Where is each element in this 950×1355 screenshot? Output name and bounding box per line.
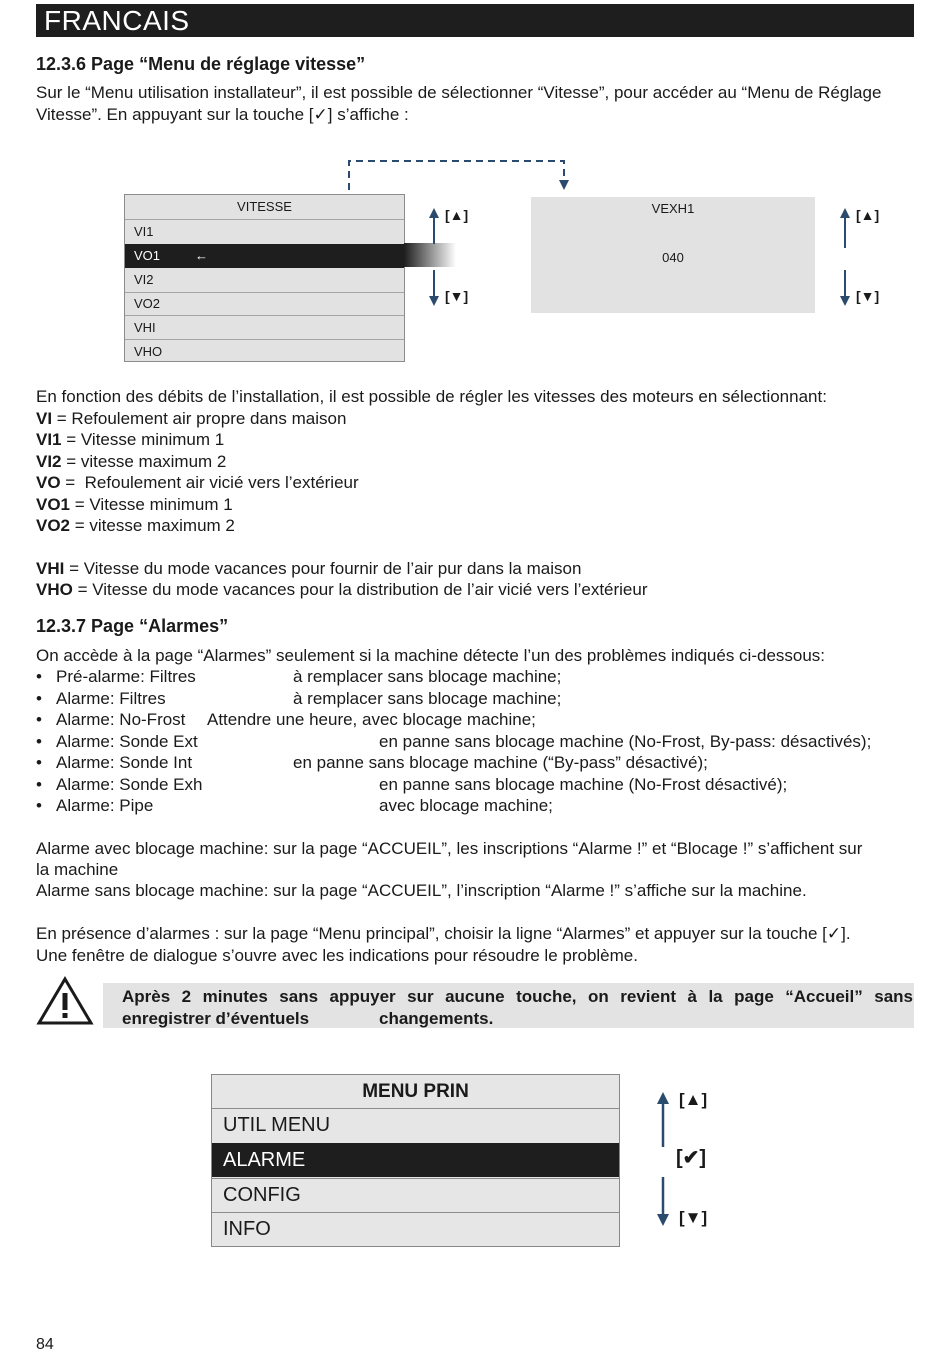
warning-line2: enregistrer d’éventuels changements. xyxy=(122,1008,494,1028)
warning-line1: Après 2 minutes sans appuyer sur aucune touche, on revient à la page “Accueil” sans xyxy=(122,987,913,1006)
vitesse-row-vi2[interactable] xyxy=(125,268,404,292)
alarm-blocage-line2: la machine xyxy=(36,860,119,879)
row-label: VI1 xyxy=(134,224,154,239)
row-label: VHO xyxy=(134,344,163,359)
desc-item: VI1 = Vitesse minimum 1 xyxy=(36,430,225,449)
alarmes-intro: On accède à la page “Alarmes” seulement si la machine détecte l’un des problèmes indiqués ci-dessous: xyxy=(36,646,826,665)
vitesse-screen-title: VITESSE xyxy=(237,199,292,214)
menu-prin-screen xyxy=(211,1074,620,1247)
desc-item: VI2 = vitesse maximum 2 xyxy=(36,452,227,471)
desc-item: VHO = Vitesse du mode vacances pour la distribution de l’air vicié vers l’extérieur xyxy=(36,580,648,599)
row-label: VHI xyxy=(134,320,156,335)
key-down-label[interactable]: [▼] xyxy=(679,1208,708,1227)
vitesse-screen xyxy=(124,194,405,362)
row-label: VO1 xyxy=(134,248,161,263)
key-up-label[interactable]: [▲] xyxy=(679,1090,708,1109)
key-ok-label[interactable]: [✔] xyxy=(676,1147,707,1169)
key-up-label[interactable]: [▲] xyxy=(856,207,880,223)
vexh1-screen-title: VEXH1 xyxy=(651,201,695,216)
up-down-arrows-icon xyxy=(839,208,851,308)
key-up-label[interactable]: [▲] xyxy=(445,207,469,223)
menu-item-util-menu[interactable]: UTIL MENU xyxy=(212,1108,619,1142)
menu-item-alarme-selected[interactable]: ALARME xyxy=(212,1143,619,1177)
key-down-label[interactable]: [▼] xyxy=(856,288,880,304)
alarm-presence-line2: Une fenêtre de dialogue s’ouvre avec les indications pour résoudre le problème. xyxy=(36,946,638,965)
vexh1-screen xyxy=(531,197,815,313)
header-title: FRANCAIS xyxy=(44,5,190,36)
alarm-sans-blocage: Alarme sans blocage machine: sur la page “ACCUEIL”, l’inscription “Alarme !” s’affiche sur la machine. xyxy=(36,881,807,900)
desc-item: VI = Refoulement air propre dans maison xyxy=(36,409,347,428)
warning-icon xyxy=(36,976,94,1026)
left-arrow-icon: ← xyxy=(195,248,208,263)
intro-line-2: Vitesse”. En appuyant sur la touche [✓] s’affiche : xyxy=(36,105,409,124)
vitesse-row-vhi[interactable] xyxy=(125,315,404,339)
desc-item: VO2 = vitesse maximum 2 xyxy=(36,516,235,535)
row-label: VO2 xyxy=(134,296,161,311)
vitesse-row-vo1-selected[interactable] xyxy=(125,244,404,268)
alarm-presence-line1: En présence d’alarmes : sur la page “Menu principal”, choisir la ligne “Alarmes” et appuyer sur la touche [✓]. xyxy=(36,924,851,943)
alarm-blocage-line1: Alarme avec blocage machine: sur la page “ACCUEIL”, les inscriptions “Alarme !” et “Blocage !” s’affichent sur xyxy=(36,839,863,858)
row-label: VI2 xyxy=(134,272,154,287)
page-number: 84 xyxy=(36,1336,54,1353)
vexh1-value[interactable]: 040 xyxy=(662,250,684,265)
section-heading-alarmes: 12.3.7 Page “Alarmes” xyxy=(36,616,229,636)
up-down-arrows-icon xyxy=(428,208,440,308)
section-heading-vitesse: 12.3.6 Page “Menu de réglage vitesse” xyxy=(36,54,366,74)
desc-intro: En fonction des débits de l’installation, il est possible de régler les vitesses des moteurs en sélectionnant: xyxy=(36,387,827,406)
menu-prin-title: MENU PRIN xyxy=(362,1081,469,1102)
menu-item-info[interactable]: INFO xyxy=(212,1212,619,1246)
dashed-connector xyxy=(340,150,580,195)
warning-text xyxy=(122,986,913,1029)
menu-item-config[interactable]: CONFIG xyxy=(212,1178,619,1212)
vitesse-row-vho[interactable] xyxy=(125,339,404,361)
desc-item: VO = Refoulement air vicié vers l’extérieur xyxy=(36,473,359,492)
desc-item: VHI = Vitesse du mode vacances pour fournir de l’air pur dans la maison xyxy=(36,559,582,578)
desc-item: VO1 = Vitesse minimum 1 xyxy=(36,495,233,514)
intro-line-1: Sur le “Menu utilisation installateur”, il est possible de sélectionner “Vitesse”, pour accéder au “Menu de Réglage xyxy=(36,83,882,102)
up-down-arrows-icon xyxy=(656,1092,670,1228)
vitesse-row-vo2[interactable] xyxy=(125,292,404,315)
header-bar xyxy=(36,4,914,37)
vitesse-row-vi1[interactable] xyxy=(125,219,404,244)
key-down-label[interactable]: [▼] xyxy=(445,288,469,304)
